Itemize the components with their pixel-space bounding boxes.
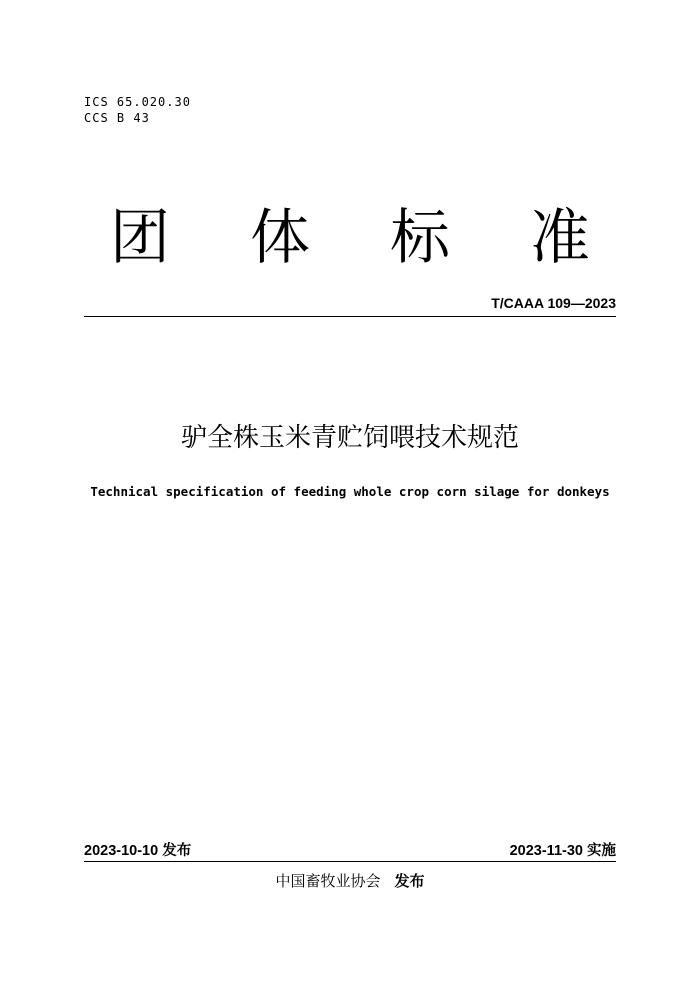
title-char-3: 标 bbox=[390, 203, 450, 273]
ics-code: ICS 65.020.30 bbox=[84, 95, 191, 109]
title-char-4: 准 bbox=[530, 203, 590, 273]
title-char-2: 体 bbox=[250, 203, 310, 273]
standard-number: T/CAAA 109—2023 bbox=[491, 295, 616, 311]
publisher-name: 中国畜牧业协会 bbox=[275, 872, 381, 890]
top-divider bbox=[84, 316, 616, 317]
document-title-chinese: 驴全株玉米青贮饲喂技术规范 bbox=[180, 423, 519, 453]
issue-date: 2023-10-10 发布 bbox=[84, 843, 192, 859]
document-category-title bbox=[100, 196, 600, 280]
ccs-code: CCS B 43 bbox=[84, 111, 150, 125]
bottom-divider bbox=[84, 861, 616, 862]
implementation-date: 2023-11-30 实施 bbox=[509, 843, 616, 859]
document-title-english: Technical specification of feeding whole crop corn silage for donkeys bbox=[90, 484, 610, 499]
publisher-line bbox=[0, 870, 700, 892]
title-char-1: 团 bbox=[110, 203, 170, 273]
publish-label: 发布 bbox=[394, 872, 425, 890]
